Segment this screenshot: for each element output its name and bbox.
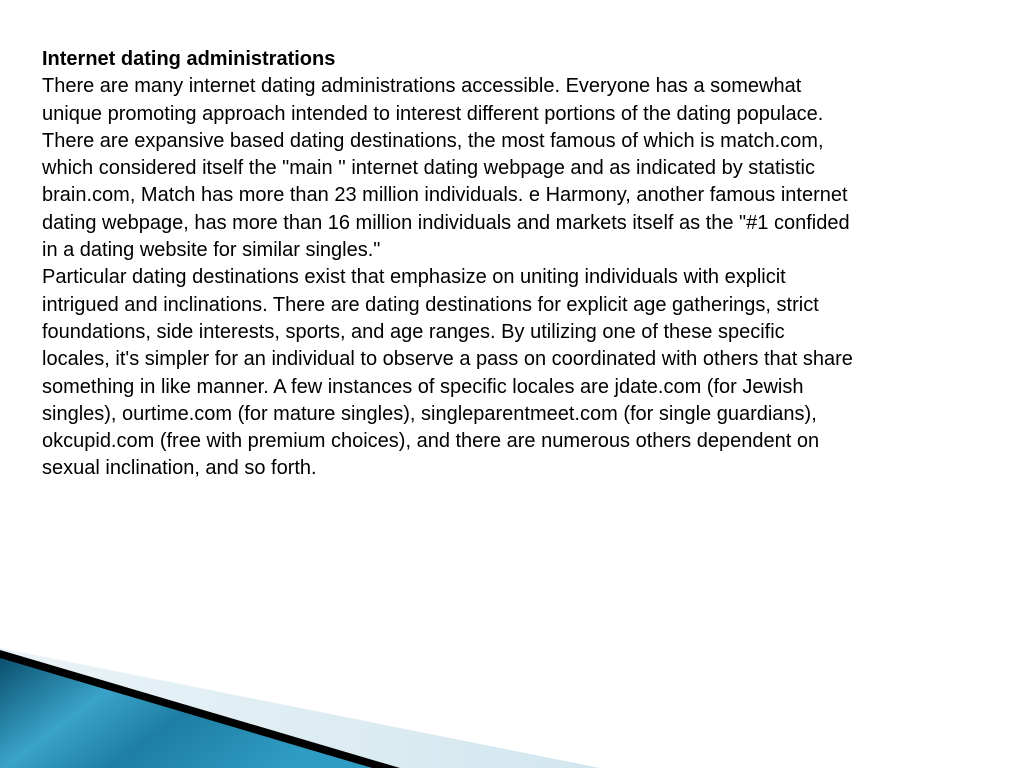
decor-black-stripe bbox=[0, 650, 400, 768]
decor-blue-wedge bbox=[0, 658, 372, 768]
slide-body bbox=[42, 46, 982, 483]
slide-heading: Internet dating administrations bbox=[42, 48, 336, 70]
paragraph-general-services: There are many internet dating administrations accessible. Everyone has a somewhat unique promoting approach intended to interest different portions of the dating populace. There are expansive based dating destinations, the most famous of which is match.com, which considered itself the "main '' internet dating webpage and as indicated by statistic brain.com, Match has more than 23 million individuals. e Harmony, another famous internet dating webpage, has more than 16 million individuals and markets itself as the "#1 confided in a dating website for similar singles." bbox=[42, 75, 850, 262]
paragraph-specific-sites: Particular dating destinations exist that emphasize on uniting individuals with explicit intrigued and inclinations. There are dating destinations for explicit age gatherings, strict foundations, side interests, sports, and age ranges. By utilizing one of these specific locales, it's simpler for an individual to observe a pass on coordinated with others that share something in like manner. A few instances of specific locales are jdate.com (for Jewish singles), ourtime.com (for mature singles), singleparentmeet.com (for single guardians), okcupid.com (free with premium choices), and there are numerous others dependent on sexual inclination, and so forth. bbox=[42, 266, 853, 480]
decor-light-band bbox=[0, 648, 600, 768]
